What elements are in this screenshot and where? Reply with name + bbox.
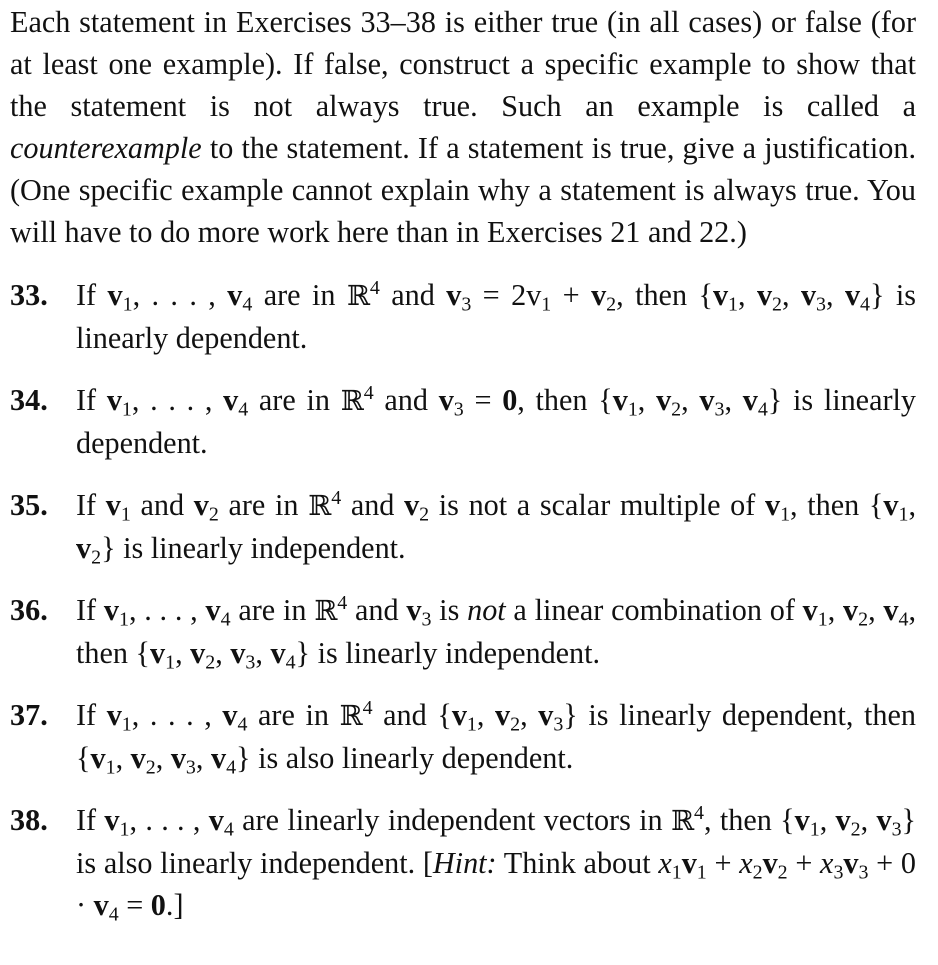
exercise-number: 33. xyxy=(10,278,48,312)
exercise-number: 34. xyxy=(10,383,48,417)
exercise-instructions xyxy=(10,0,916,253)
exercise-37: 37. If $v_1$, . . . , $v_4$ are in ℝ$^4$ and {$v_1$, $v_2$, $v_3$} is linearly dependent, then {$v_1$, $v_2$, $v_3$, $v_4$} is also linearly dependent. xyxy=(10,694,916,779)
instructions-text-continued: to the statement. If a statement is true, give a justification. (One specific example cannot explain why a statement is always true. You will have to do more work here than in Exercises 21 and 22.) xyxy=(10,131,916,249)
instructions-text: Each statement in Exercises 33–38 is either true (in all cases) or false (for at least one example). If false, construct a specific example to show that the statement is not always true. Such an example is called a xyxy=(10,5,916,123)
exercise-number: 38. xyxy=(10,803,48,837)
exercise-36: 36. If $v_1$, . . . , $v_4$ are in ℝ$^4$ and $v_3$ is not a linear combination of $v_1$, $v_2$, $v_4$, then {$v_1$, $v_2$, $v_3$, $v_4$} is linearly independent. xyxy=(10,589,916,674)
exercise-number: 35. xyxy=(10,488,48,522)
exercise-33: 33. If $v_1$, . . . , $v_4$ are in ℝ$^4$ and $v_3 = 2v_1 + v_2$, then {$v_1$, $v_2$, $v_3$, $v_4$} is linearly dependent. xyxy=(10,274,916,359)
exercise-number: 36. xyxy=(10,593,48,627)
textbook-page xyxy=(10,0,916,926)
hint-label: Hint: xyxy=(432,846,497,880)
exercise-number: 37. xyxy=(10,698,48,732)
counterexample-term: counterexample xyxy=(10,131,202,165)
exercise-38: 38. If $v_1$, . . . , $v_4$ are linearly independent vectors in ℝ$^4$, then {$v_1$, $v_2$, $v_3$} is also linearly independent. [Hint: Think about $x_1v_1 + x_2v_2 + x_3v_3 + 0 \cdot v_4 = 0$.] xyxy=(10,799,916,926)
exercise-34: 34. If $v_1$, . . . , $v_4$ are in ℝ$^4$ and $v_3 = 0$, then {$v_1$, $v_2$, $v_3$, $v_4$} is linearly dependent. xyxy=(10,379,916,464)
exercise-35: 35. If $v_1$ and $v_2$ are in ℝ$^4$ and $v_2$ is not a scalar multiple of $v_1$, then {$v_1$, $v_2$} is linearly independent. xyxy=(10,484,916,569)
